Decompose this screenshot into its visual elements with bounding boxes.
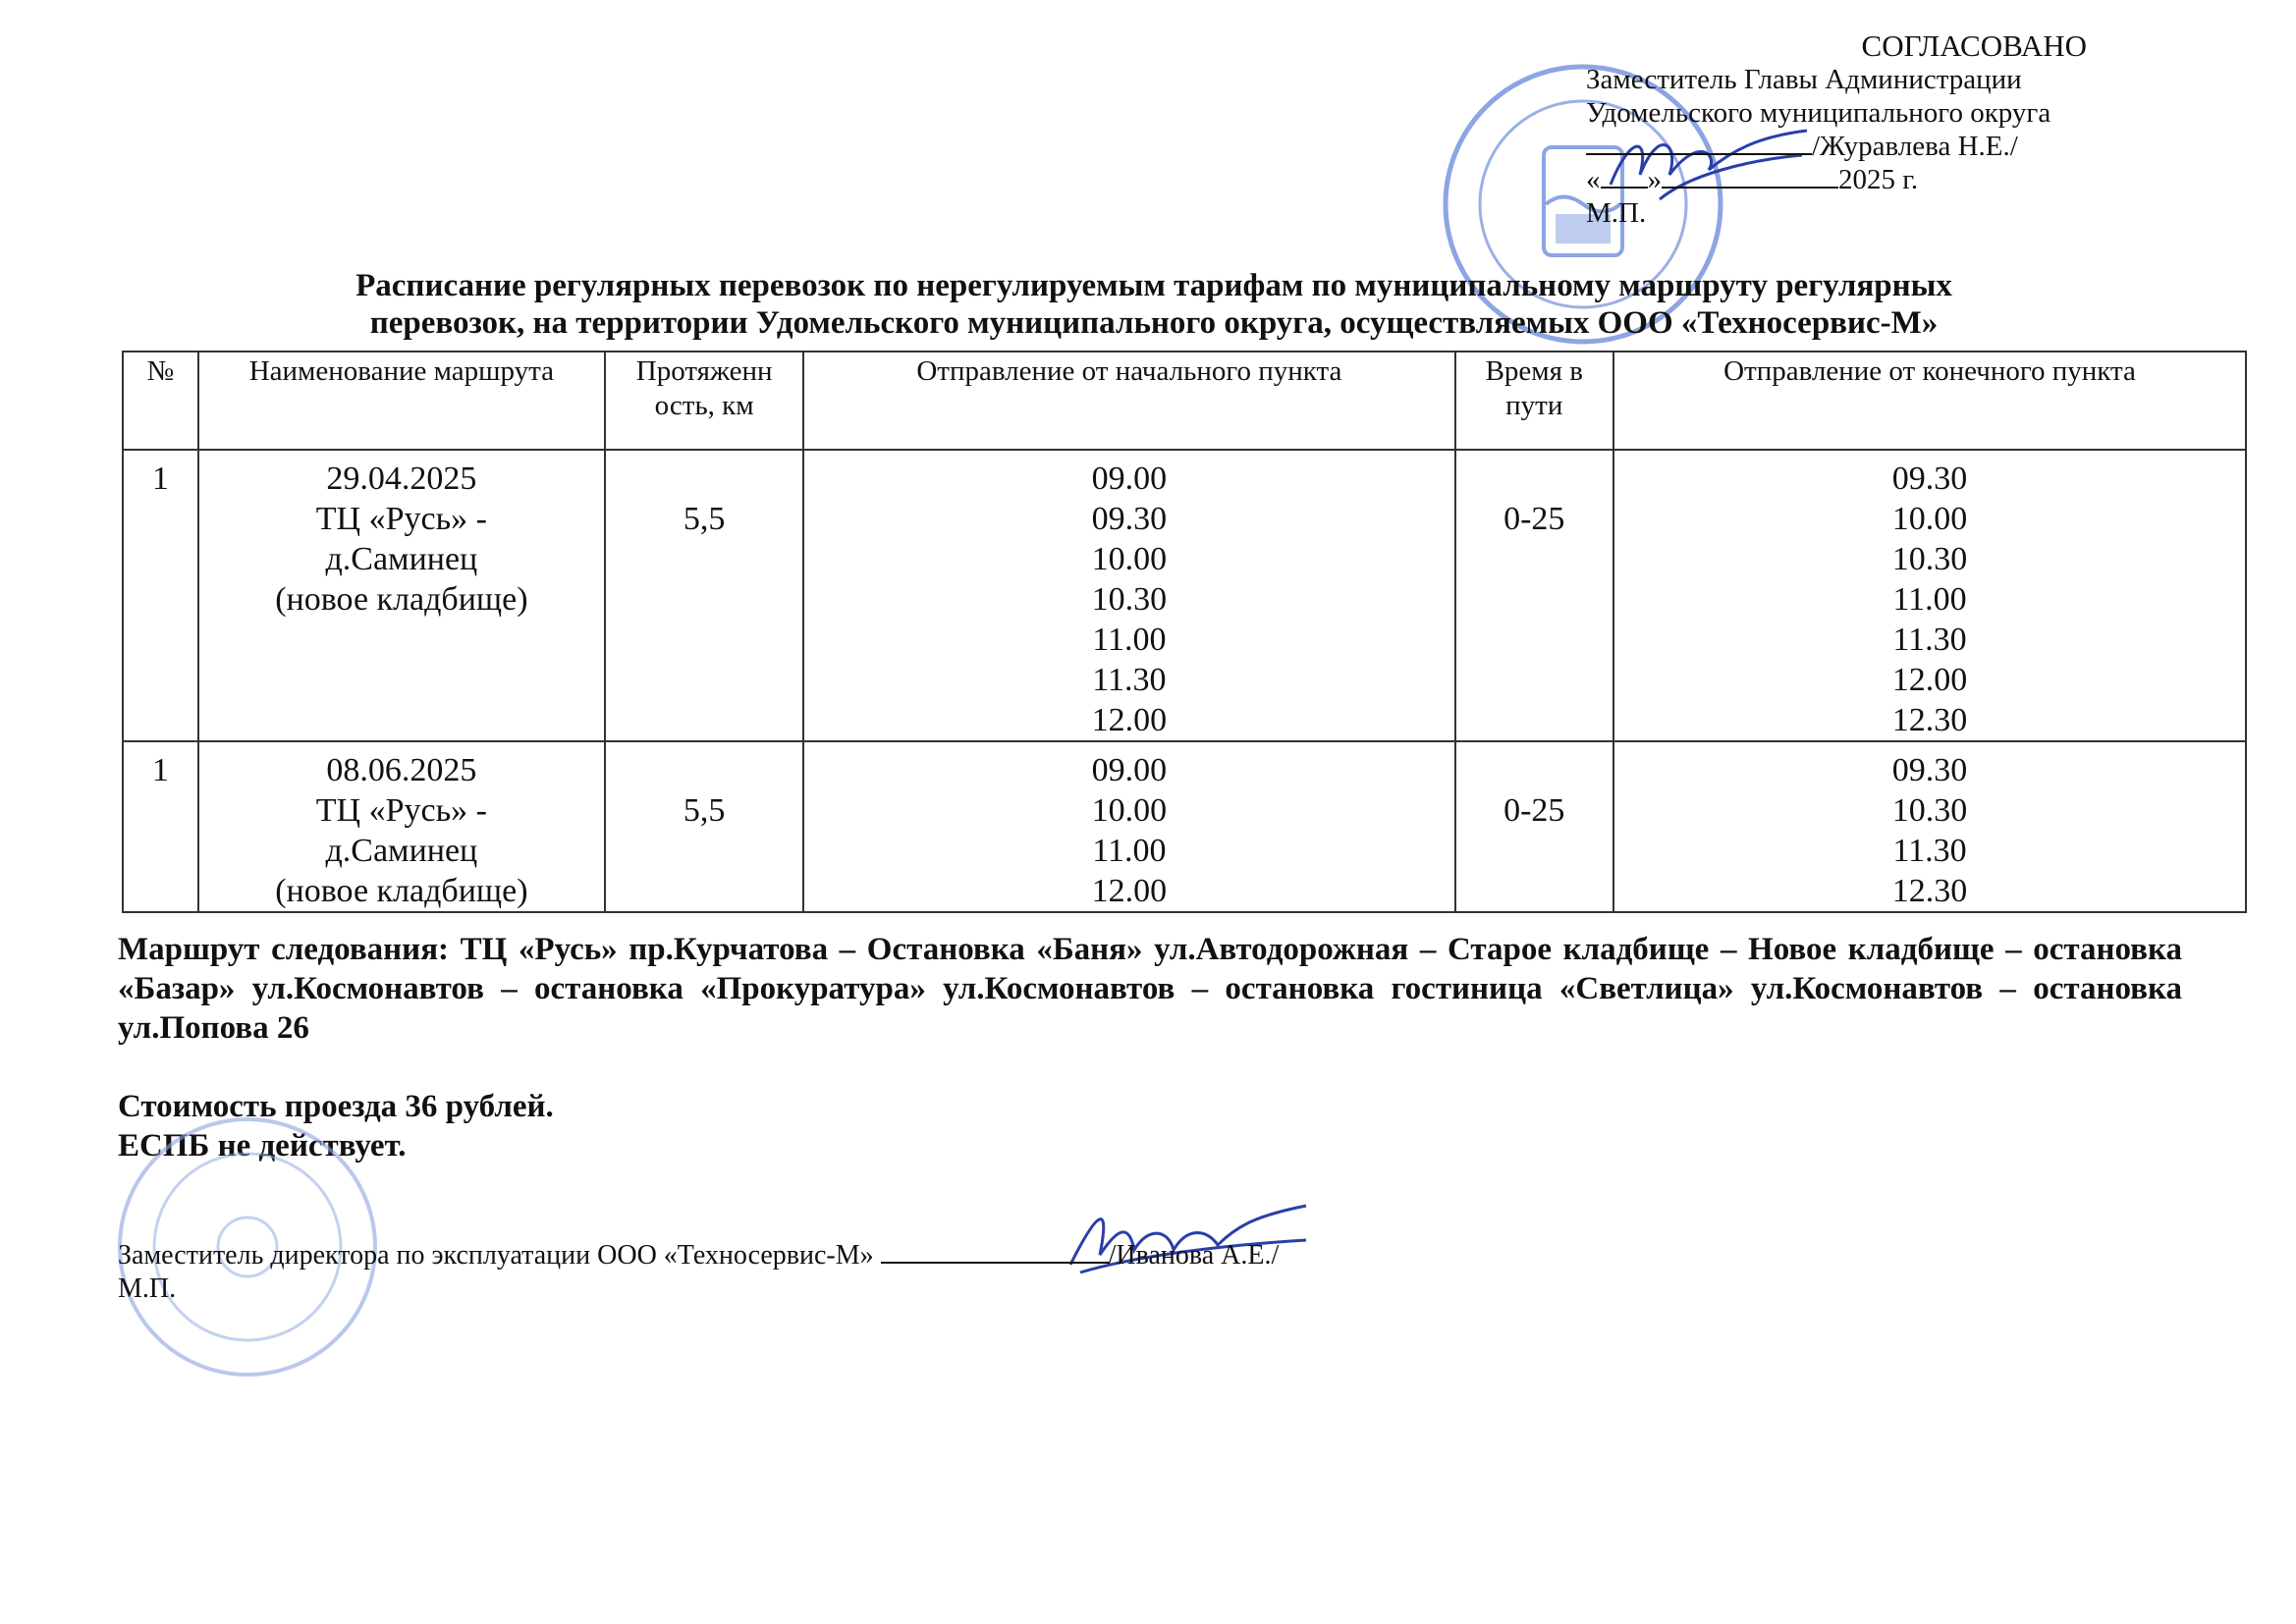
signature-seal-label: М.П. [118, 1273, 177, 1304]
route-description: Маршрут следования: ТЦ «Русь» пр.Курчатова – Остановка «Баня» ул.Автодорожная – Старое кладбище – Новое кладбище – остановка «Базар» ул.Космонавтов – остановка «Прокуратура» ул.Космонавтов – остановка гостиница «Светлица» ул.Космонавтов – остановка ул.Попова 26 [118, 932, 2182, 1046]
month-blank [1662, 167, 1838, 189]
return-time: 10.30 [1891, 541, 1968, 577]
route-from: ТЦ «Русь» - [315, 792, 487, 829]
route-length: 5,5 [605, 741, 803, 912]
return-time: 11.30 [1892, 833, 1967, 869]
approval-heading: СОГЛАСОВАНО [1861, 28, 2087, 63]
header-return: Отправление от конечного пункта [1613, 352, 2246, 450]
return-time: 12.00 [1891, 662, 1968, 698]
route-length: 5,5 [605, 450, 803, 741]
header-num: № [123, 352, 198, 450]
departures-cell [803, 741, 1454, 912]
day-blank [1601, 167, 1648, 189]
departure-time: 11.00 [1092, 622, 1167, 658]
return-time: 11.30 [1892, 622, 1967, 658]
departure-time: 09.30 [1091, 501, 1168, 537]
signatory-name: /Иванова А.Е./ [1108, 1240, 1280, 1271]
signature-blank [881, 1242, 1109, 1264]
approval-signatory: /Журавлева Н.Е./ [1812, 131, 2018, 162]
approval-block [1586, 29, 2136, 230]
route-date: 29.04.2025 [326, 460, 477, 497]
signature-block [118, 1239, 1279, 1306]
header-travel-time: Время в пути [1455, 352, 1614, 450]
departure-time: 12.00 [1091, 873, 1168, 909]
return-time: 12.30 [1891, 702, 1968, 738]
route-name-cell [198, 741, 605, 912]
route-name-cell [198, 450, 605, 741]
travel-time: 0-25 [1455, 450, 1614, 741]
route-to: д.Саминец [325, 541, 478, 577]
returns-cell [1613, 450, 2246, 741]
approval-position-line2: Удомельского муниципального округа [1586, 97, 2051, 129]
return-time: 10.30 [1891, 792, 1968, 829]
departure-time: 11.30 [1092, 662, 1167, 698]
departure-time: 11.00 [1092, 833, 1167, 869]
document-title [118, 267, 2190, 342]
title-line-1: Расписание регулярных перевозок по нерегулируемым тарифам по муниципальному маршруту регулярных [355, 268, 1952, 303]
signatory-position: Заместитель директора по эксплуатации ООО «Техносервис-М» [118, 1240, 874, 1271]
approval-seal-label: М.П. [1586, 197, 1647, 229]
table-row [123, 450, 2246, 741]
header-length: Протяженн ость, км [605, 352, 803, 450]
approval-signature-line [1586, 130, 2136, 163]
return-time: 11.00 [1892, 581, 1967, 618]
travel-time: 0-25 [1455, 741, 1614, 912]
date-quote-open: « [1586, 164, 1601, 195]
returns-cell [1613, 741, 2246, 912]
departures-cell [803, 450, 1454, 741]
departure-time: 10.30 [1091, 581, 1168, 618]
route-to: д.Саминец [325, 833, 478, 869]
departure-time: 10.00 [1091, 792, 1168, 829]
return-time: 12.30 [1891, 873, 1968, 909]
fare-cost: Стоимость проезда 36 рублей. [118, 1089, 554, 1124]
table-row [123, 741, 2246, 912]
departure-time: 10.00 [1091, 541, 1168, 577]
signature-line [118, 1239, 1279, 1272]
route-note: (новое кладбище) [275, 581, 528, 618]
schedule-table [122, 351, 2247, 913]
row-num: 1 [123, 741, 198, 912]
date-quote-close: » [1647, 164, 1662, 195]
route-from: ТЦ «Русь» - [315, 501, 487, 537]
fare-espb: ЕСПБ не действует. [118, 1128, 407, 1164]
return-time: 09.30 [1891, 752, 1968, 788]
route-note: (новое кладбище) [275, 873, 528, 909]
table-header-row [123, 352, 2246, 450]
departure-time: 09.00 [1091, 752, 1168, 788]
approval-position-line1: Заместитель Главы Администрации [1586, 64, 2022, 95]
approval-date-year: 2025 г. [1838, 164, 1919, 195]
departure-time: 12.00 [1091, 702, 1168, 738]
signature-blank [1586, 134, 1812, 155]
header-route-name: Наименование маршрута [198, 352, 605, 450]
header-departure: Отправление от начального пункта [803, 352, 1454, 450]
departure-time: 09.00 [1091, 460, 1168, 497]
return-time: 09.30 [1891, 460, 1968, 497]
approval-date-line [1586, 163, 2136, 196]
return-time: 10.00 [1891, 501, 1968, 537]
route-date: 08.06.2025 [326, 752, 477, 788]
title-line-2: перевозок, на территории Удомельского муниципального округа, осуществляемых ООО «Техносервис-М» [369, 305, 1939, 341]
row-num: 1 [123, 450, 198, 741]
